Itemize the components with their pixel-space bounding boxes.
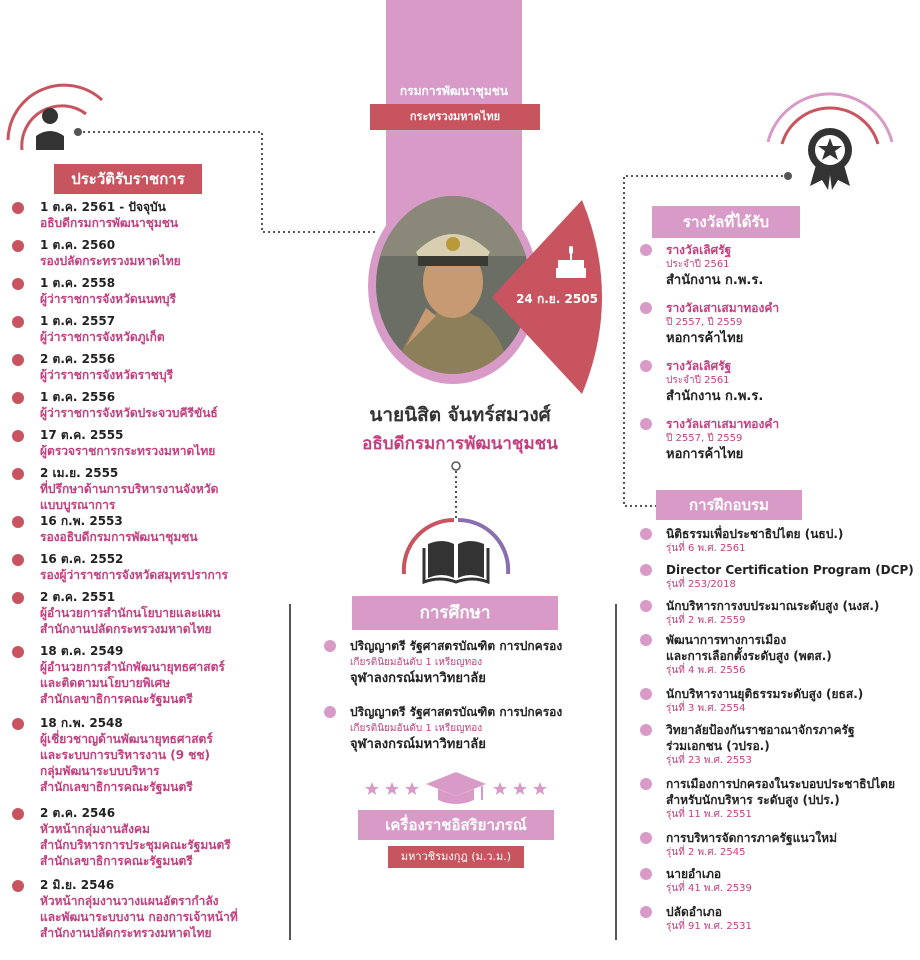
award-name: รางวัลเลิศรัฐ — [666, 359, 732, 373]
training-batch: รุ่นที่ 6 พ.ศ. 2561 — [666, 543, 746, 554]
training-batch: รุ่นที่ 23 พ.ศ. 2553 — [666, 755, 752, 766]
training-name: Director Certification Program (DCP) — [666, 563, 914, 577]
bullet-dot — [12, 516, 24, 528]
career-position: รองอธิบดีกรมการพัฒนาชุมชน — [40, 530, 198, 544]
training-batch: รุ่นที่ 253/2018 — [666, 579, 736, 590]
award-org: หอการค้าไทย — [666, 447, 744, 462]
award-name: รางวัลเลิศรัฐ — [666, 243, 732, 257]
career-item — [12, 314, 282, 345]
book-icon — [398, 508, 514, 588]
bullet-dot — [640, 688, 652, 700]
career-position: ผู้ว่าราชการจังหวัดนนทบุรี — [40, 292, 176, 306]
person-title: อธิบดีกรมการพัฒนาชุมชน — [362, 434, 558, 454]
career-date: 2 เม.ย. 2555 — [40, 466, 119, 480]
bullet-dot — [12, 468, 24, 480]
career-position: ผู้อำนวยการสำนักพัฒนายุทธศาสตร์ และติดตามนโยบายพิเศษ สำนักเลขาธิการคณะรัฐมนตรี — [40, 660, 225, 706]
training-name: นักบริหารการงบประมาณระดับสูง (นงส.) — [666, 599, 880, 613]
career-date: 1 ต.ค. 2557 — [40, 314, 116, 328]
bullet-dot — [640, 634, 652, 646]
training-item — [640, 562, 916, 592]
career-date: 1 ต.ค. 2560 — [40, 238, 116, 252]
education-university: จุฬาลงกรณ์มหาวิทยาลัย — [350, 737, 486, 752]
award-ribbon-icon — [760, 86, 900, 196]
bullet-dot — [640, 906, 652, 918]
career-item — [12, 552, 282, 583]
bullet-dot — [12, 392, 24, 404]
bullet-dot — [12, 354, 24, 366]
education-university: จุฬาลงกรณ์มหาวิทยาลัย — [350, 671, 486, 686]
award-item — [640, 300, 910, 348]
career-date: 17 ต.ค. 2555 — [40, 428, 124, 442]
award-org: สำนักงาน ก.พ.ร. — [666, 273, 764, 288]
training-item — [640, 722, 916, 768]
bullet-dot — [12, 880, 24, 892]
career-date: 18 ต.ค. 2549 — [40, 644, 124, 658]
training-name: นิติธรรมเพื่อประชาธิปไตย (นธป.) — [666, 527, 844, 541]
career-date: 2 มิ.ย. 2546 — [40, 878, 115, 892]
graduation-cap-icon — [360, 768, 552, 808]
training-name: นายอำเภอ — [666, 867, 722, 881]
career-item — [12, 276, 282, 307]
training-name: นักบริหารงานยุติธรรมระดับสูง (ยธส.) — [666, 687, 864, 701]
training-batch: รุ่นที่ 2 พ.ศ. 2559 — [666, 615, 746, 626]
career-position: หัวหน้ากลุ่มงานวางแผนอัตรากำลัง และพัฒนาระบบงาน กองการเจ้าหน้าที่ สำนักงานปลัดกระทรวงมหาดไทย — [40, 894, 238, 940]
bullet-dot — [640, 360, 652, 372]
career-date: 2 ต.ค. 2556 — [40, 352, 116, 366]
career-position: อธิบดีกรมการพัฒนาชุมชน — [40, 216, 179, 230]
career-date: 18 ก.พ. 2548 — [40, 716, 123, 730]
career-item — [12, 238, 282, 269]
training-item — [640, 598, 916, 628]
career-item — [12, 644, 282, 707]
person-name: นายนิสิต จันทร์สมวงศ์ — [369, 404, 551, 426]
bullet-dot — [324, 706, 336, 718]
training-item — [640, 904, 916, 934]
career-date: 2 ต.ค. 2546 — [40, 806, 116, 820]
training-item — [640, 776, 916, 822]
award-item — [640, 416, 910, 464]
training-name: พัฒนาการทางการเมือง และการเลือกตั้งระดับสูง (พตส.) — [666, 633, 832, 663]
ministry-label: กระทรวงมหาดไทย — [370, 104, 540, 130]
education-honor: เกียรตินิยมอันดับ 1 เหรียญทอง — [350, 723, 483, 734]
training-item — [640, 526, 916, 556]
career-item — [12, 878, 282, 941]
decorations-value: มหาวชิรมงกุฎ (ม.ว.ม.) — [388, 846, 524, 868]
education-header: การศึกษา — [352, 596, 558, 630]
career-item — [12, 390, 282, 421]
training-batch: รุ่นที่ 4 พ.ศ. 2556 — [666, 665, 746, 676]
career-date: 1 ต.ค. 2558 — [40, 276, 116, 290]
bullet-dot — [12, 592, 24, 604]
education-degree: ปริญญาตรี รัฐศาสตรบัณฑิต การปกครอง — [350, 639, 563, 653]
award-item — [640, 242, 910, 290]
training-batch: รุ่นที่ 3 พ.ศ. 2554 — [666, 703, 746, 714]
career-position: ผู้ว่าราชการจังหวัดประจวบคีรีขันธ์ — [40, 406, 218, 420]
career-item — [12, 806, 282, 869]
bullet-dot — [640, 302, 652, 314]
career-item — [12, 590, 282, 637]
bullet-dot — [640, 600, 652, 612]
bullet-dot — [640, 724, 652, 736]
career-item — [12, 200, 282, 231]
award-org: หอการค้าไทย — [666, 331, 744, 346]
training-batch: รุ่นที่ 91 พ.ศ. 2531 — [666, 921, 752, 932]
education-item — [324, 704, 614, 754]
award-year: ปี 2557, ปี 2559 — [666, 317, 743, 328]
training-batch: รุ่นที่ 11 พ.ศ. 2551 — [666, 809, 752, 820]
career-position: รองผู้ว่าราชการจังหวัดสมุทรปราการ — [40, 568, 228, 582]
bullet-dot — [324, 640, 336, 652]
education-honor: เกียรตินิยมอันดับ 1 เหรียญทอง — [350, 657, 483, 668]
award-name: รางวัลเสาเสมาทองคำ — [666, 301, 780, 315]
training-name: การบริหารจัดการภาครัฐแนวใหม่ — [666, 831, 837, 845]
training-name: การเมืองการปกครองในระบอบประชาธิปไตย สำหรับนักบริหาร ระดับสูง (ปปร.) — [666, 777, 895, 807]
bullet-dot — [12, 646, 24, 658]
career-position: ผู้อำนวยการสำนักนโยบายและแผน สำนักงานปลัดกระทรวงมหาดไทย — [40, 606, 221, 636]
career-date: 2 ต.ค. 2551 — [40, 590, 116, 604]
career-date: 1 ต.ค. 2556 — [40, 390, 116, 404]
career-position: ผู้เชี่ยวชาญด้านพัฒนายุทธศาสตร์ และระบบการบริหารงาน (9 ชช) กลุ่มพัฒนาระบบบริหาร สำนักเลขาธิการคณะรัฐมนตรี — [40, 732, 213, 794]
training-name: วิทยาลัยป้องกันราชอาณาจักรภาครัฐ ร่วมเอกชน (วปรอ.) — [666, 723, 855, 753]
bullet-dot — [640, 778, 652, 790]
birth-date: 24 ก.ย. 2505 — [516, 292, 598, 306]
training-name: ปลัดอำเภอ — [666, 905, 722, 919]
training-batch: รุ่นที่ 2 พ.ศ. 2545 — [666, 847, 746, 858]
career-item — [12, 514, 282, 545]
decorations-header: เครื่องราชอิสริยาภรณ์ — [358, 810, 554, 840]
career-date: 1 ต.ค. 2561 - ปัจจุบัน — [40, 200, 166, 214]
bullet-dot — [640, 528, 652, 540]
training-item — [640, 866, 916, 896]
department-name: กรมการพัฒนาชุมชน — [399, 84, 509, 98]
bullet-dot — [12, 554, 24, 566]
career-position: รองปลัดกระทรวงมหาดไทย — [40, 254, 181, 268]
award-year: ปี 2557, ปี 2559 — [666, 433, 743, 444]
award-org: สำนักงาน ก.พ.ร. — [666, 389, 764, 404]
career-position: ผู้ตรวจราชการกระทรวงมหาดไทย — [40, 444, 216, 458]
career-item — [12, 716, 282, 795]
career-date: 16 ต.ค. 2552 — [40, 552, 124, 566]
bullet-dot — [12, 808, 24, 820]
career-item — [12, 428, 282, 459]
bullet-dot — [12, 316, 24, 328]
bullet-dot — [12, 202, 24, 214]
training-item — [640, 830, 916, 860]
award-item — [640, 358, 910, 406]
career-header: ประวัติรับราชการ — [54, 164, 202, 194]
person-icon — [0, 70, 110, 160]
award-name: รางวัลเสาเสมาทองคำ — [666, 417, 780, 431]
awards-header: รางวัลที่ได้รับ — [652, 206, 800, 238]
bullet-dot — [640, 244, 652, 256]
training-item — [640, 632, 916, 678]
training-header: การฝึกอบรม — [656, 490, 802, 520]
education-item — [324, 638, 614, 688]
career-position: ที่ปรึกษาด้านการบริหารงานจังหวัด แบบบูรณาการ — [40, 482, 219, 512]
bullet-dot — [640, 418, 652, 430]
career-item — [12, 352, 282, 383]
career-position: ผู้ว่าราชการจังหวัดภูเก็ต — [40, 330, 165, 344]
bullet-dot — [12, 718, 24, 730]
training-item — [640, 686, 916, 716]
cake-icon — [554, 244, 588, 280]
bullet-dot — [640, 832, 652, 844]
award-year: ประจำปี 2561 — [666, 375, 730, 386]
career-item — [12, 466, 282, 513]
bullet-dot — [12, 240, 24, 252]
training-batch: รุ่นที่ 41 พ.ศ. 2539 — [666, 883, 752, 894]
career-position: หัวหน้ากลุ่มงานสังคม สำนักบริหารการประชุมคณะรัฐมนตรี สำนักเลขาธิการคณะรัฐมนตรี — [40, 822, 231, 868]
career-date: 16 ก.พ. 2553 — [40, 514, 123, 528]
bullet-dot — [12, 430, 24, 442]
award-year: ประจำปี 2561 — [666, 259, 730, 270]
bullet-dot — [640, 868, 652, 880]
bullet-dot — [12, 278, 24, 290]
education-degree: ปริญญาตรี รัฐศาสตรบัณฑิต การปกครอง — [350, 705, 563, 719]
bullet-dot — [640, 564, 652, 576]
career-position: ผู้ว่าราชการจังหวัดราชบุรี — [40, 368, 174, 382]
